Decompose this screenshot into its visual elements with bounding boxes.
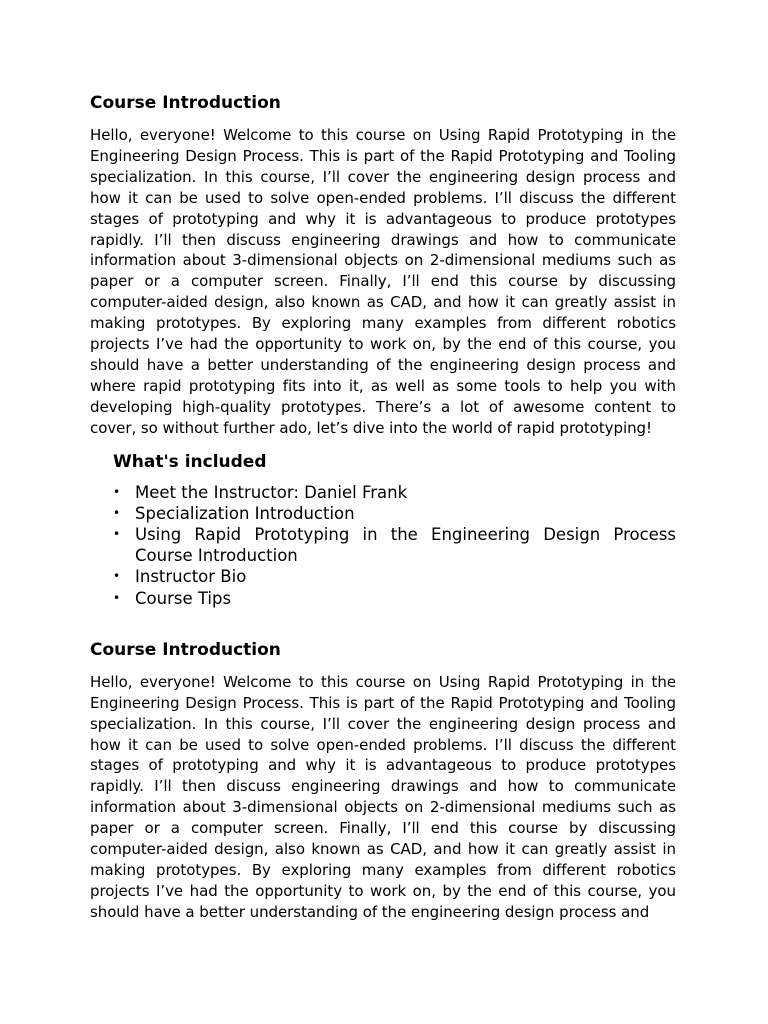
section-body-clip: [90, 672, 676, 921]
list-item-text: Using Rapid Prototyping in the Engineering Design Process Course Introduction: [135, 525, 676, 566]
bullet-icon: •: [113, 527, 121, 541]
list-item-text: Course Tips: [135, 588, 232, 608]
list-item: [113, 503, 676, 524]
bullet-icon: •: [113, 590, 121, 605]
list-item-text: Specialization Introduction: [135, 503, 355, 523]
section-title: Course Introduction: [90, 639, 281, 660]
course-introduction-section-repeat: [90, 637, 676, 921]
included-list: [113, 482, 676, 609]
whats-included-section: [113, 450, 676, 609]
bullet-icon: •: [113, 569, 121, 584]
list-item: [113, 482, 676, 503]
section-body: Hello, everyone! Welcome to this course on Using Rapid Prototyping in the Engineering Design Process. This is part of the Rapid Prototyping and Tooling specialization. In this course, I’ll cover the engineering design process and how it can be used to solve open-ended problems. I’ll discuss the different stages of prototyping and why it is advantageous to produce prototypes rapidly. I’ll then discuss engineering drawings and how to communicate information about 3-dimensional objects on 2-dimensional mediums such as paper or a computer screen. Finally, I’ll end this course by discussing computer-aided design, also known as CAD, and how it can greatly assist in making prototypes. By exploring many examples from different robotics projects I’ve had the opportunity to work on, by the end of this course, you should have a better understanding of the engineering design process and: [90, 672, 676, 921]
course-introduction-section: [90, 90, 676, 439]
document-page: [90, 90, 676, 921]
list-item-text: Instructor Bio: [135, 567, 247, 587]
bullet-icon: •: [113, 505, 121, 520]
list-item: [113, 588, 676, 609]
list-item: [113, 524, 676, 566]
section-title: Course Introduction: [90, 93, 281, 113]
bullet-icon: •: [113, 484, 121, 499]
list-item: [113, 566, 676, 587]
whats-included-title: What's included: [113, 451, 267, 472]
section-body: Hello, everyone! Welcome to this course on Using Rapid Prototyping in the Engineering Design Process. This is part of the Rapid Prototyping and Tooling specialization. In this course, I’ll cover the engineering design process and how it can be used to solve open-ended problems. I’ll discuss the different stages of prototyping and why it is advantageous to produce prototypes rapidly. I’ll then discuss engineering drawings and how to communicate information about 3-dimensional objects on 2-dimensional mediums such as paper or a computer screen. Finally, I’ll end this course by discussing computer-aided design, also known as CAD, and how it can greatly assist in making prototypes. By exploring many examples from different robotics projects I’ve had the opportunity to work on, by the end of this course, you should have a better understanding of the engineering design process and where rapid prototyping fits into it, as well as some tools to help you with developing high-quality prototypes. There’s a lot of awesome content to cover, so without further ado, let’s dive into the world of rapid prototyping!: [90, 126, 676, 437]
list-item-text: Meet the Instructor: Daniel Frank: [135, 482, 408, 502]
